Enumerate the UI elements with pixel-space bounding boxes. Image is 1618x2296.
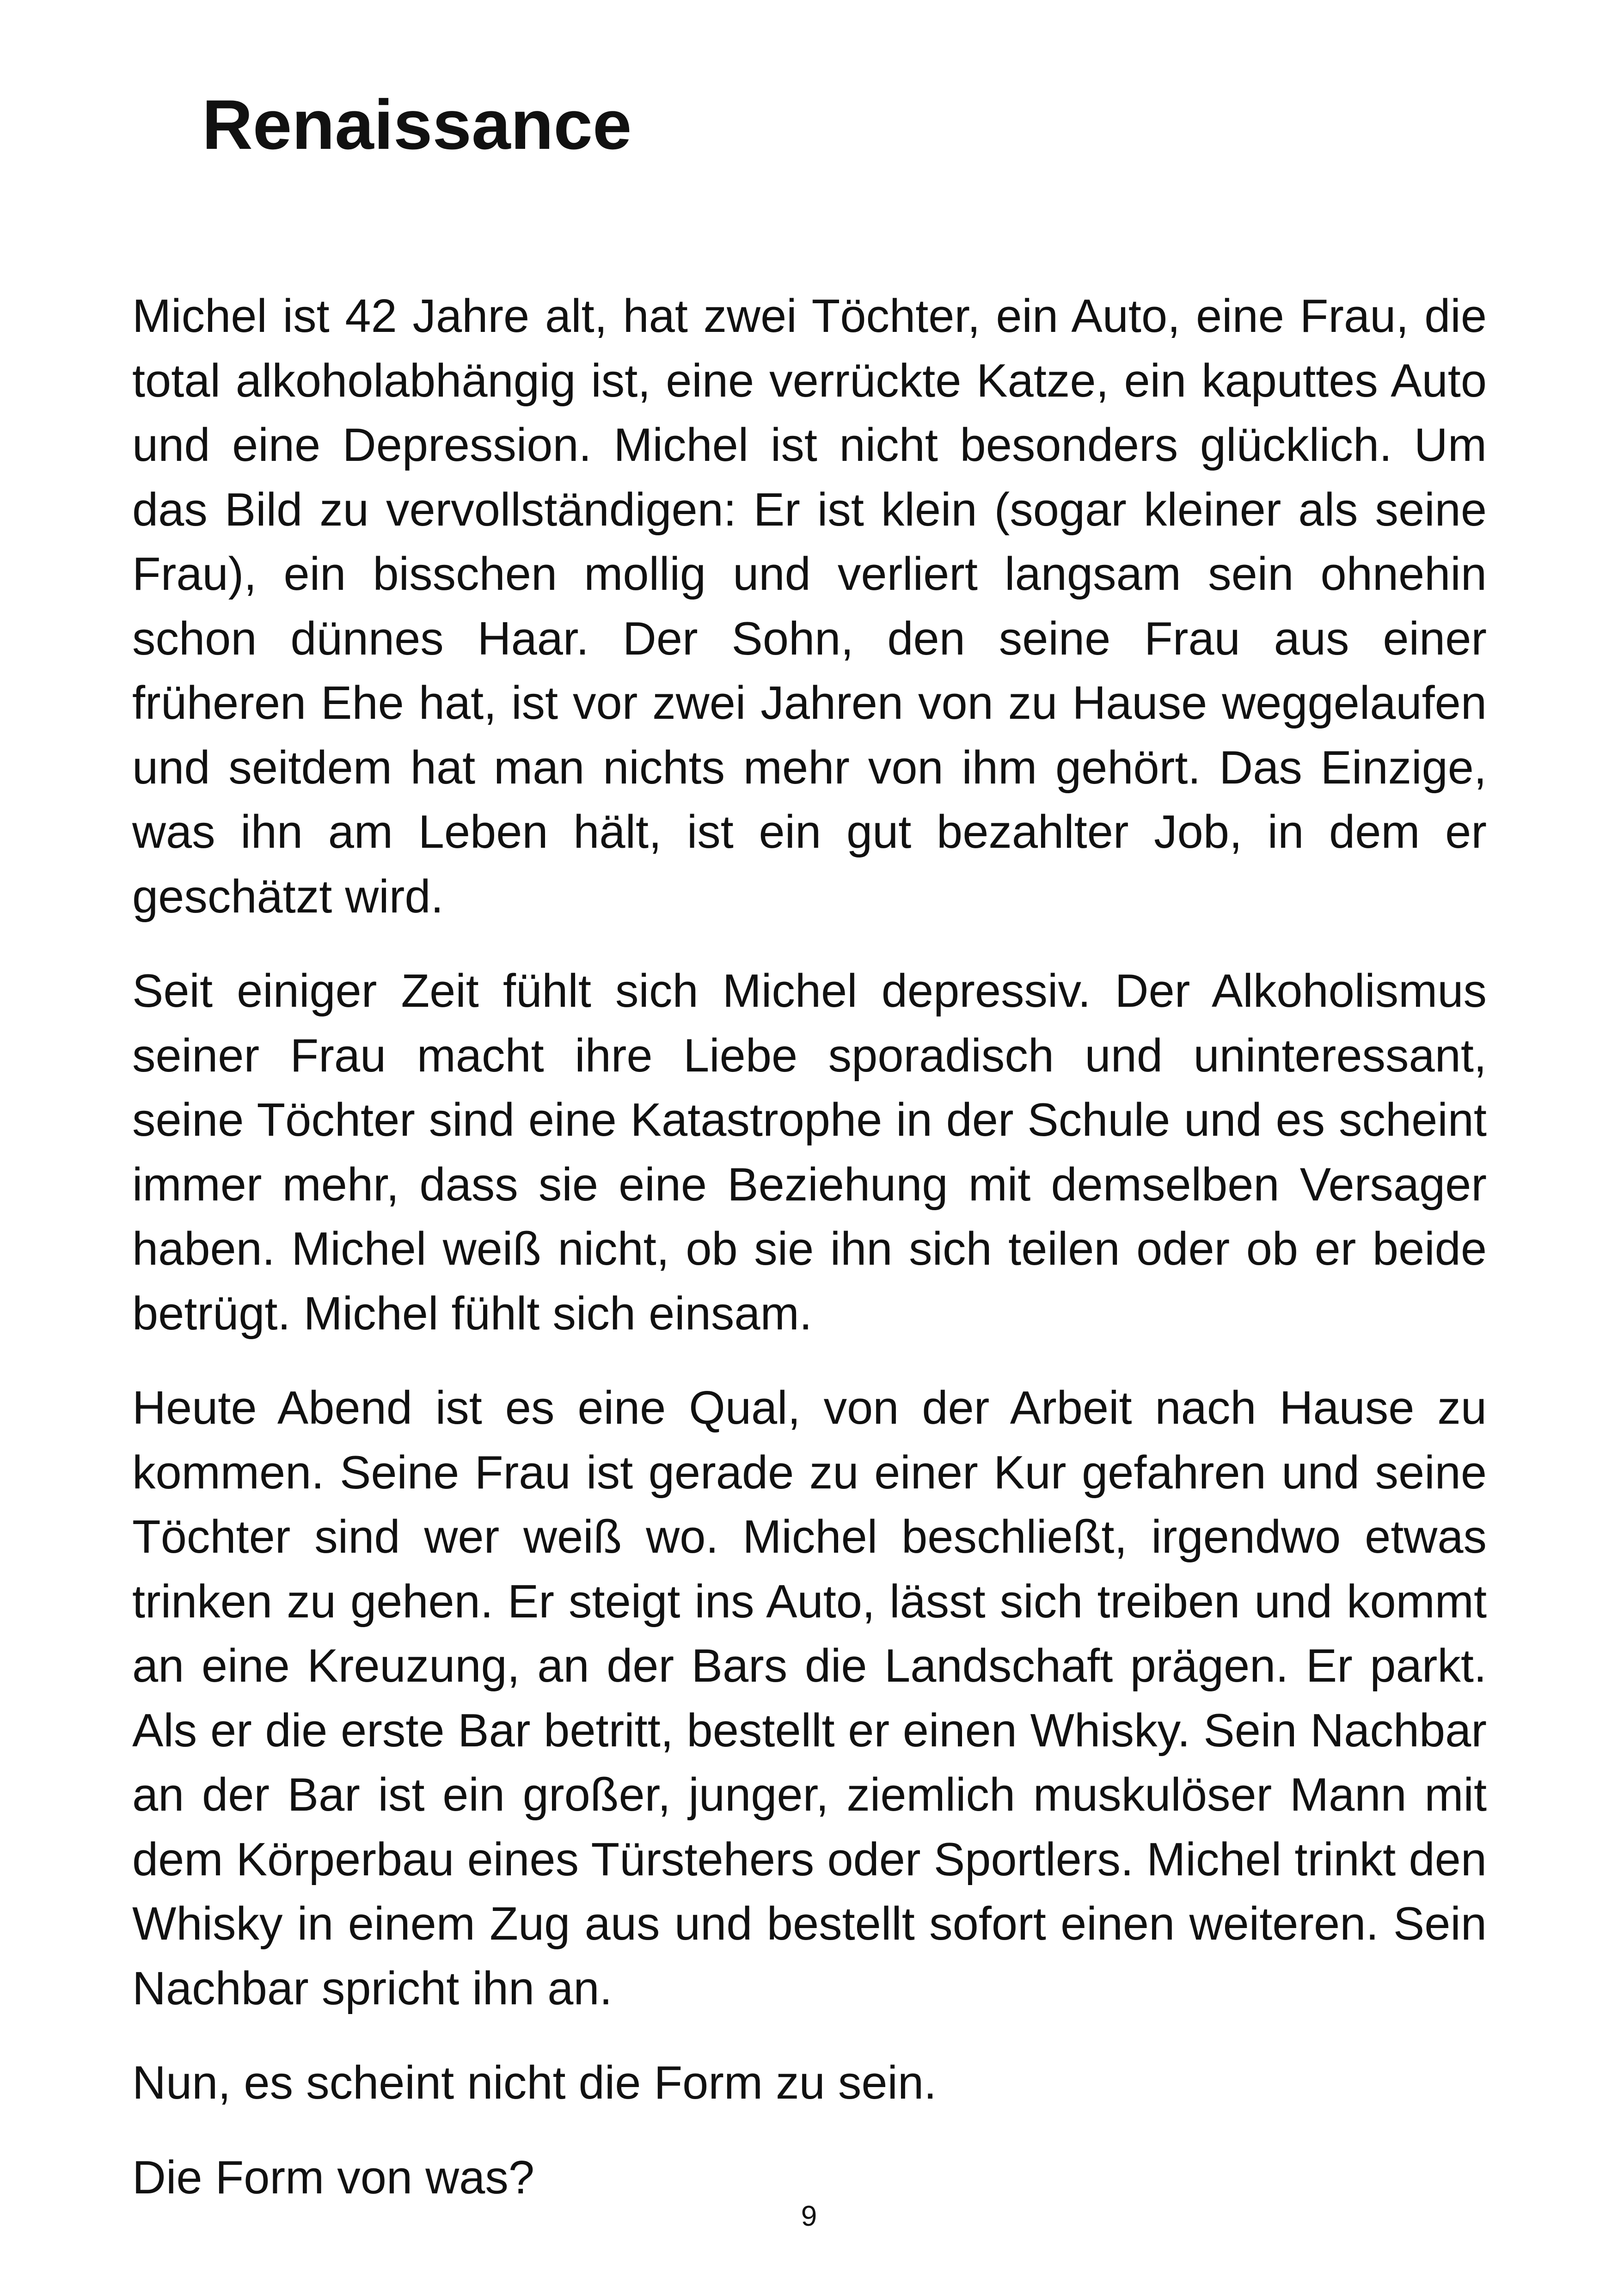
dialogue-line-1: Nun, es scheint nicht die Form zu sein. — [132, 2057, 937, 2109]
paragraph-1: Michel ist 42 Jahre alt, hat zwei Töchter, ein Auto, eine Frau, die total alkoholabhängig ist, eine verrückte Katze, ein kaputtes Auto und eine Depression. Michel ist nicht besonders glücklich. Um das Bild zu vervollständigen: Er ist klein (sogar kleiner als seine Frau), ein bisschen mollig und verliert langsam sein ohnehin schon dünnes Haar. Der Sohn, den seine Frau aus einer früheren Ehe hat, ist vor zwei Jahren von zu Hause weggelaufen und seitdem hat man nichts mehr von ihm gehört. Das Einzige, was ihn am Leben hält, ist ein gut bezahlter Job, in dem er geschätzt wird. — [132, 290, 1487, 923]
chapter-body — [132, 284, 1487, 2240]
dialogue-line-2: Die Form von was? — [132, 2151, 534, 2204]
chapter-title: Renaissance — [202, 86, 632, 164]
paragraph-3: Heute Abend ist es eine Qual, von der Arbeit nach Hause zu kommen. Seine Frau ist gerade zu einer Kur gefahren und seine Töchter sind wer weiß wo. Michel beschließt, irgendwo etwas trinken zu gehen. Er steigt ins Auto, lässt sich treiben und kommt an eine Kreuzung, an der Bars die Landschaft prägen. Er parkt. Als er die erste Bar betritt, bestellt er einen Whisky. Sein Nachbar an der Bar ist ein großer, junger, ziemlich muskulöser Mann mit dem Körperbau eines Türstehers oder Sportlers. Michel trinkt den Whisky in einem Zug aus und bestellt sofort einen weiteren. Sein Nachbar spricht ihn an. — [132, 1382, 1487, 2014]
page-number: 9 — [801, 2200, 817, 2232]
paragraph-2: Seit einiger Zeit fühlt sich Michel depressiv. Der Alkoholismus seiner Frau macht ihre Liebe sporadisch und uninteressant, seine Töchter sind eine Katastrophe in der Schule und es scheint immer mehr, dass sie eine Beziehung mit demselben Versager haben. Michel weiß nicht, ob sie ihn sich teilen oder ob er beide betrügt. Michel fühlt sich einsam. — [132, 965, 1487, 1340]
